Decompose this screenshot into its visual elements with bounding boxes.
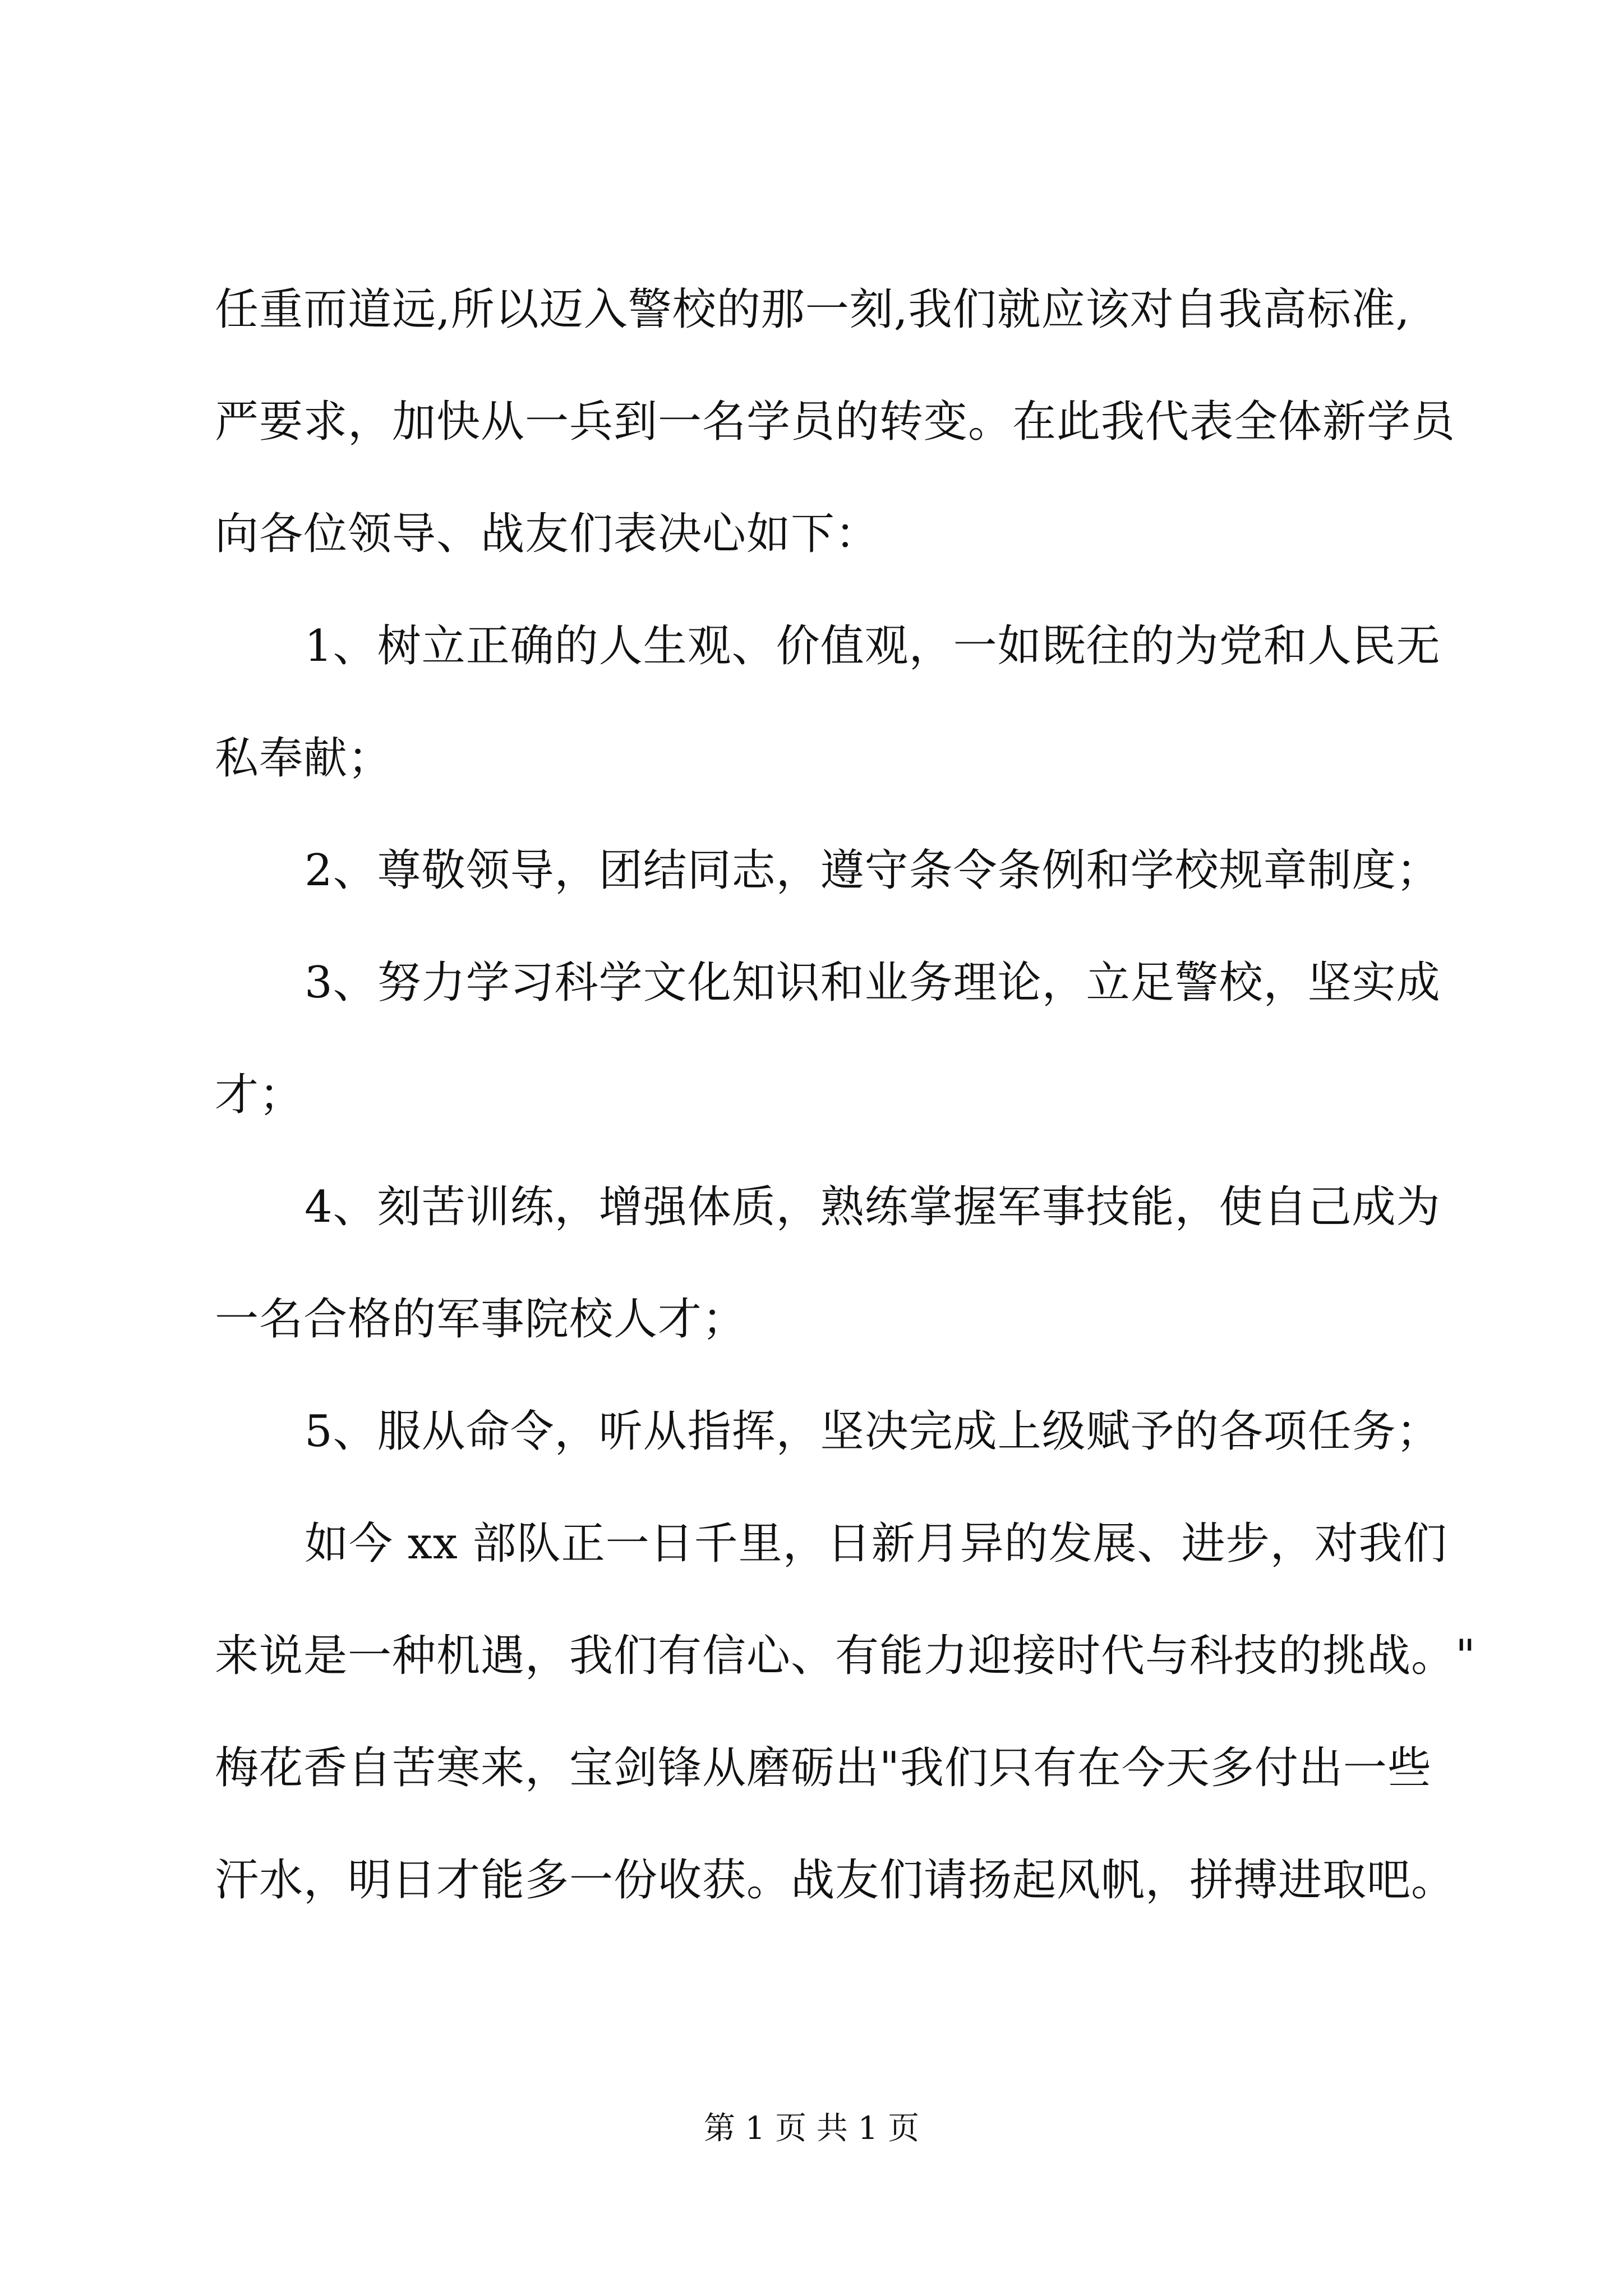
- text-line: 任重而道远,所以迈入警校的那一刻,我们就应该对自我高标准,: [215, 284, 1410, 335]
- list-item-4: 4、刻苦训练，增强体质，熟练掌握军事技能，使自己成为: [305, 1182, 1441, 1232]
- text-line: 汗水，明日才能多一份收获。战友们请扬起风帆，拼搏进取吧。: [215, 1855, 1456, 1906]
- text-line: 向各位领导、战友们表决心如下：: [215, 509, 880, 559]
- closing-paragraph: 如今 xx 部队正一日千里，日新月异的发展、进步，对我们: [305, 1519, 1447, 1569]
- text-line: 来说是一种机遇，我们有信心、有能力迎接时代与科技的挑战。": [215, 1631, 1476, 1681]
- text-line: 严要求，加快从一兵到一名学员的转变。在此我代表全体新学员: [215, 397, 1456, 447]
- list-item-1: 1、树立正确的人生观、价值观，一如既往的为党和人民无: [305, 621, 1441, 671]
- text-line: 一名合格的军事院校人才；: [215, 1294, 747, 1345]
- page-footer: 第 1 页 共 1 页: [703, 2110, 920, 2147]
- body-text: [215, 254, 1476, 1936]
- text-line: 私奉献；: [215, 733, 393, 784]
- text-line: 才；: [215, 1070, 304, 1120]
- list-item-2: 2、尊敬领导，团结同志，遵守条令条例和学校规章制度；: [305, 845, 1441, 896]
- text-line: 梅花香自苦寒来，宝剑锋从磨砺出"我们只有在今天多付出一些: [215, 1743, 1432, 1793]
- list-item-5: 5、服从命令，听从指挥，坚决完成上级赋予的各项任务；: [305, 1406, 1441, 1457]
- list-item-3: 3、努力学习科学文化知识和业务理论，立足警校，坚实成: [305, 958, 1441, 1008]
